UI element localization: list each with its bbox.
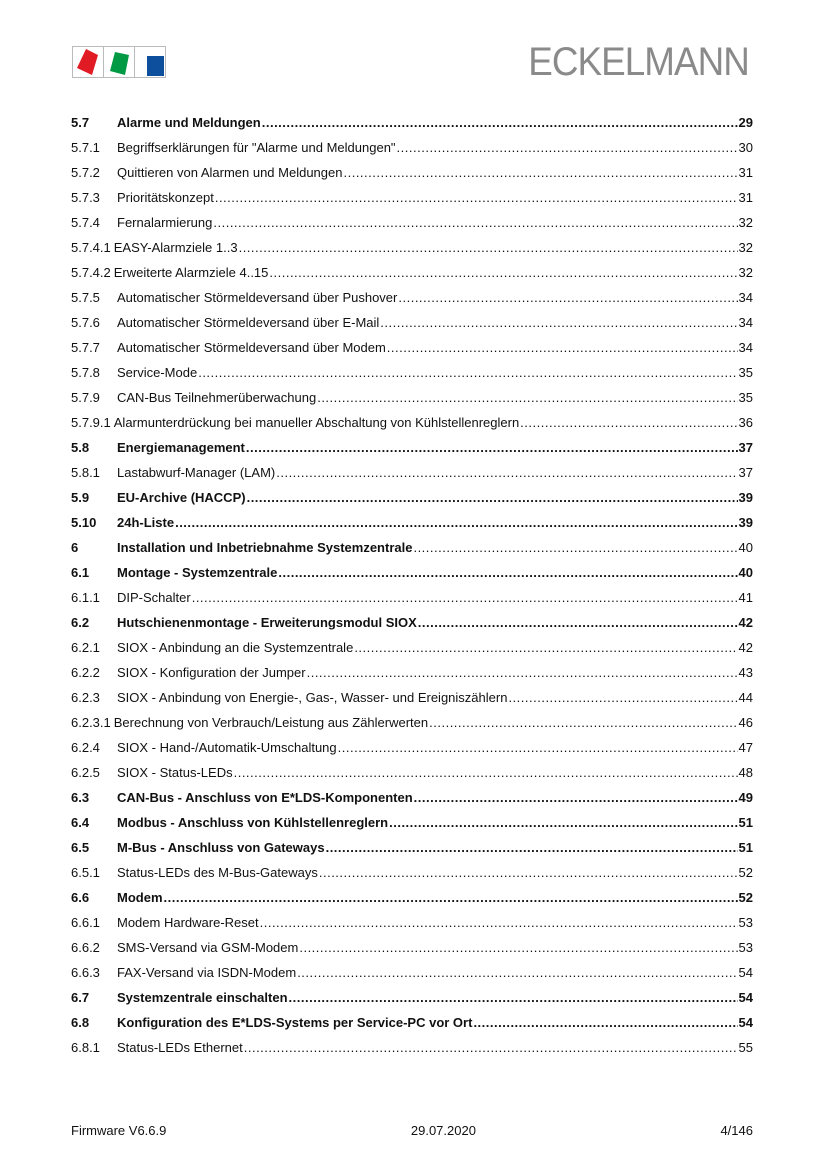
toc-title: Modbus - Anschluss von Kühlstellenreglern [117,815,389,830]
toc-title: CAN-Bus Teilnehmerüberwachung [117,390,317,405]
toc-page-number: 52 [738,890,753,905]
toc-number: 5.8 [71,440,90,455]
toc-title: Energiemanagement [117,440,245,455]
toc-entry[interactable] [71,435,753,460]
toc-page-number: 44 [738,690,753,705]
toc-title: Lastabwurf-Manager (LAM) [117,465,276,480]
toc-leader-dots [198,365,737,380]
toc-page-number: 42 [738,640,753,655]
toc-number: 6.2.4 [71,740,100,755]
toc-number: 6.4 [71,815,90,830]
toc-leader-dots [429,715,737,730]
toc-number: 6.6.1 [71,915,100,930]
toc-number: 5.7.2 [71,165,100,180]
toc-page-number: 48 [738,765,753,780]
toc-leader-dots [239,240,738,255]
toc-number: 6 [71,540,79,555]
toc-page-number: 49 [738,790,753,805]
toc-leader-dots [260,915,738,930]
toc-number: 6.2.3 [71,690,100,705]
toc-number: 6.6 [71,890,90,905]
toc-leader-dots [338,740,738,755]
blue-square-icon [147,56,164,76]
toc-entry[interactable] [71,810,753,835]
toc-number: 5.7.4.1 [71,240,111,255]
toc-page-number: 39 [738,515,753,530]
toc-entry[interactable] [71,460,753,485]
toc-entry[interactable] [71,285,753,310]
toc-page-number: 37 [738,465,753,480]
firmware-version: Firmware V6.6.9 [71,1123,167,1138]
toc-leader-dots [262,115,738,130]
toc-page-number: 31 [738,190,753,205]
toc-title: Installation und Inbetriebnahme Systemzentrale [117,540,413,555]
toc-page-number: 53 [738,940,753,955]
toc-entry[interactable] [71,310,753,335]
toc-page-number: 30 [738,140,753,155]
toc-title: SIOX - Anbindung an die Systemzentrale [117,640,354,655]
toc-title: SIOX - Konfiguration der Jumper [117,665,306,680]
toc-title: Modem [117,890,163,905]
toc-page-number: 42 [738,615,753,630]
toc-title: Prioritätskonzept [117,190,214,205]
toc-leader-dots [387,340,738,355]
toc-number: 6.8 [71,1015,90,1030]
toc-entry[interactable] [71,835,753,860]
toc-page-number: 34 [738,340,753,355]
toc-leader-dots [234,765,738,780]
toc-number: 6.5.1 [71,865,100,880]
toc-page-number: 36 [738,415,753,430]
toc-entry[interactable] [71,535,753,560]
page-number: 4/146 [720,1123,753,1138]
toc-entry[interactable] [71,560,753,585]
toc-number: 6.6.3 [71,965,100,980]
toc-entry[interactable] [71,1010,753,1035]
toc-leader-dots [297,965,737,980]
toc-title: Alarmunterdrückung bei manueller Abschaltung von Kühlstellenreglern [113,415,520,430]
toc-number: 6.2.3.1 [71,715,111,730]
toc-title: EU-Archive (HACCP) [117,490,246,505]
toc-number: 5.7 [71,115,90,130]
toc-page-number: 34 [738,290,753,305]
toc-title: Automatischer Störmeldeversand über Pushover [117,290,398,305]
toc-title: Montage - Systemzentrale [117,565,278,580]
toc-entry[interactable] [71,185,753,210]
toc-title: Status-LEDs Ethernet [117,1040,243,1055]
toc-page-number: 55 [738,1040,753,1055]
toc-entry[interactable] [71,235,753,260]
toc-page-number: 37 [738,440,753,455]
toc-entry[interactable] [71,785,753,810]
toc-page-number: 41 [738,590,753,605]
document-date: 29.07.2020 [410,1123,476,1138]
toc-leader-dots [269,265,737,280]
toc-title: M-Bus - Anschluss von Gateways [117,840,325,855]
toc-title: Status-LEDs des M-Bus-Gateways [117,865,318,880]
toc-page-number: 32 [738,240,753,255]
toc-entry[interactable] [71,385,753,410]
brand-name: ECKELMANN [528,40,749,84]
toc-page-number: 54 [738,1015,753,1030]
toc-leader-dots [413,540,737,555]
toc-page-number: 29 [738,115,753,130]
toc-number: 6.2 [71,615,90,630]
toc-leader-dots [397,140,738,155]
toc-page-number: 40 [738,540,753,555]
toc-leader-dots [244,1040,738,1055]
toc-page-number: 34 [738,315,753,330]
toc-title: Fernalarmierung [117,215,213,230]
toc-entry[interactable] [71,660,753,685]
toc-number: 5.7.1 [71,140,100,155]
toc-title: Systemzentrale einschalten [117,990,288,1005]
green-square-icon [110,52,129,75]
toc-leader-dots [299,940,737,955]
toc-leader-dots [213,215,737,230]
toc-leader-dots [246,440,738,455]
toc-leader-dots [164,890,738,905]
toc-title: Service-Mode [117,365,198,380]
toc-page-number: 53 [738,915,753,930]
toc-leader-dots [289,990,738,1005]
toc-entry[interactable] [71,110,753,135]
toc-entry[interactable] [71,135,753,160]
toc-page-number: 54 [738,990,753,1005]
toc-page-number: 51 [738,840,753,855]
toc-page-number: 47 [738,740,753,755]
toc-number: 5.7.9.1 [71,415,111,430]
toc-page-number: 39 [738,490,753,505]
toc-entry[interactable] [71,910,753,935]
toc-number: 5.9 [71,490,90,505]
toc-number: 5.10 [71,515,97,530]
red-square-icon [77,49,98,75]
toc-number: 6.5 [71,840,90,855]
toc-entry[interactable] [71,985,753,1010]
toc-leader-dots [520,415,737,430]
toc-entry[interactable] [71,410,753,435]
toc-number: 5.7.9 [71,390,100,405]
toc-leader-dots [418,615,738,630]
toc-entry[interactable] [71,260,753,285]
toc-title: EASY-Alarmziele 1..3 [113,240,238,255]
toc-title: SMS-Versand via GSM-Modem [117,940,299,955]
toc-leader-dots [276,465,737,480]
toc-entry[interactable] [71,685,753,710]
toc-entry[interactable] [71,760,753,785]
toc-title: Automatischer Störmeldeversand über E-Mail [117,315,380,330]
table-of-contents [71,110,753,1060]
toc-number: 6.3 [71,790,90,805]
toc-title: Hutschienenmontage - Erweiterungsmodul SIOX [117,615,417,630]
eckelmann-logo [72,46,166,78]
toc-leader-dots [317,390,737,405]
toc-page-number: 54 [738,965,753,980]
page-footer [71,1123,753,1138]
toc-entry[interactable] [71,335,753,360]
toc-leader-dots [380,315,737,330]
toc-entry[interactable] [71,710,753,735]
toc-leader-dots [508,690,737,705]
toc-title: Alarme und Meldungen [117,115,261,130]
toc-page-number: 46 [738,715,753,730]
toc-page-number: 35 [738,390,753,405]
toc-leader-dots [414,790,738,805]
toc-entry[interactable] [71,360,753,385]
toc-page-number: 40 [738,565,753,580]
toc-page-number: 35 [738,365,753,380]
toc-entry[interactable] [71,860,753,885]
toc-title: FAX-Versand via ISDN-Modem [117,965,297,980]
toc-page-number: 31 [738,165,753,180]
toc-leader-dots [398,290,737,305]
toc-leader-dots [319,865,738,880]
toc-entry[interactable] [71,885,753,910]
toc-title: SIOX - Hand-/Automatik-Umschaltung [117,740,337,755]
toc-number: 5.7.3 [71,190,100,205]
toc-leader-dots [247,490,738,505]
toc-entry[interactable] [71,510,753,535]
toc-leader-dots [389,815,737,830]
toc-leader-dots [192,590,738,605]
toc-title: 24h-Liste [117,515,175,530]
toc-entry[interactable] [71,1035,753,1060]
toc-number: 5.7.4.2 [71,265,111,280]
toc-page-number: 32 [738,265,753,280]
toc-title: Quittieren von Alarmen und Meldungen [117,165,343,180]
toc-title: Konfiguration des E*LDS-Systems per Service-PC vor Ort [117,1015,473,1030]
toc-leader-dots [473,1015,737,1030]
toc-entry[interactable] [71,210,753,235]
toc-entry[interactable] [71,160,753,185]
toc-entry[interactable] [71,935,753,960]
toc-leader-dots [175,515,737,530]
toc-number: 6.2.1 [71,640,100,655]
toc-number: 6.7 [71,990,90,1005]
toc-number: 6.6.2 [71,940,100,955]
toc-number: 6.2.5 [71,765,100,780]
toc-entry[interactable] [71,610,753,635]
toc-title: Erweiterte Alarmziele 4..15 [113,265,269,280]
toc-number: 6.8.1 [71,1040,100,1055]
toc-page-number: 43 [738,665,753,680]
toc-leader-dots [278,565,737,580]
toc-number: 5.7.8 [71,365,100,380]
toc-leader-dots [354,640,737,655]
toc-number: 6.2.2 [71,665,100,680]
toc-leader-dots [307,665,738,680]
toc-leader-dots [215,190,738,205]
toc-entry[interactable] [71,585,753,610]
toc-title: Automatischer Störmeldeversand über Modem [117,340,386,355]
toc-number: 5.8.1 [71,465,100,480]
toc-number: 5.7.7 [71,340,100,355]
toc-title: Begriffserklärungen für "Alarme und Meldungen" [117,140,396,155]
toc-title: DIP-Schalter [117,590,191,605]
toc-entry[interactable] [71,735,753,760]
toc-title: Modem Hardware-Reset [117,915,259,930]
toc-number: 5.7.5 [71,290,100,305]
toc-title: Berechnung von Verbrauch/Leistung aus Zählerwerten [113,715,429,730]
toc-number: 5.7.4 [71,215,100,230]
toc-page-number: 51 [738,815,753,830]
toc-page-number: 32 [738,215,753,230]
toc-leader-dots [343,165,737,180]
toc-entry[interactable] [71,960,753,985]
toc-number: 5.7.6 [71,315,100,330]
toc-leader-dots [326,840,738,855]
toc-number: 6.1.1 [71,590,100,605]
toc-entry[interactable] [71,635,753,660]
toc-number: 6.1 [71,565,90,580]
toc-page-number: 52 [738,865,753,880]
toc-entry[interactable] [71,485,753,510]
toc-title: SIOX - Anbindung von Energie-, Gas-, Wasser- und Ereigniszählern [117,690,508,705]
toc-title: SIOX - Status-LEDs [117,765,233,780]
toc-title: CAN-Bus - Anschluss von E*LDS-Komponenten [117,790,413,805]
